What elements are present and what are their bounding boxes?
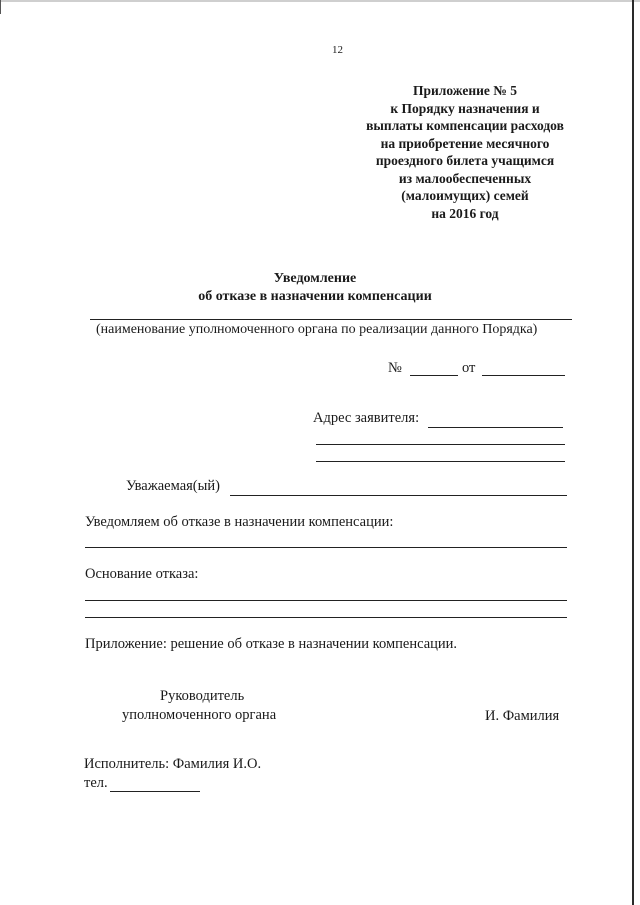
- date-label: от: [462, 360, 476, 376]
- notice-field: [85, 547, 567, 548]
- appendix-line: (малоимущих) семей: [401, 188, 529, 203]
- phone-label: тел.: [84, 775, 108, 791]
- address-field-line-1: [428, 427, 563, 428]
- signature-title-line-1: Руководитель: [160, 688, 245, 704]
- reason-field-line-1: [85, 600, 567, 601]
- appendix-line: выплаты компенсации расходов: [366, 118, 564, 133]
- address-field-line-3: [316, 461, 565, 462]
- scan-edge-right: [632, 0, 634, 905]
- appendix-line: на 2016 год: [431, 205, 499, 221]
- date-field: [482, 375, 565, 376]
- document-title: [150, 270, 480, 306]
- appendix-line: Приложение № 5: [413, 83, 517, 98]
- address-label: Адрес заявителя:: [313, 410, 420, 426]
- authority-name-line: [90, 319, 572, 320]
- notice-text: Уведомляем об отказе в назначении компенсации:: [85, 514, 394, 530]
- authority-caption: (наименование уполномоченного органа по реализации данного Порядка): [96, 322, 538, 337]
- page-number: 12: [332, 44, 343, 56]
- appendix-line: проездного билета учащимся: [375, 153, 555, 168]
- title-line-1: Уведомление: [273, 271, 357, 286]
- reason-label: Основание отказа:: [85, 566, 199, 582]
- appendix-line: к Порядку назначения и: [390, 100, 540, 116]
- address-field-line-2: [316, 444, 565, 445]
- number-field: [410, 375, 458, 376]
- signature-name: И. Фамилия: [485, 708, 560, 724]
- appendix-header: [340, 82, 590, 222]
- signature-title-line-2: уполномоченного органа: [122, 707, 277, 723]
- appendix-line: на приобретение месячного: [380, 135, 550, 151]
- title-line-2: об отказе в назначении компенсации: [198, 289, 432, 304]
- phone-field: [110, 791, 200, 792]
- attachment-text: Приложение: решение об отказе в назначении компенсации.: [85, 636, 458, 652]
- scan-edge-top: [0, 0, 640, 2]
- reason-field-line-2: [85, 617, 567, 618]
- appendix-line: из малообеспеченных: [398, 170, 532, 186]
- salutation-name-field: [230, 495, 567, 496]
- number-label: №: [388, 360, 402, 376]
- scan-mark-left: [0, 0, 1, 14]
- executor-label: Исполнитель: Фамилия И.О.: [84, 756, 262, 772]
- salutation: Уважаемая(ый): [126, 478, 220, 494]
